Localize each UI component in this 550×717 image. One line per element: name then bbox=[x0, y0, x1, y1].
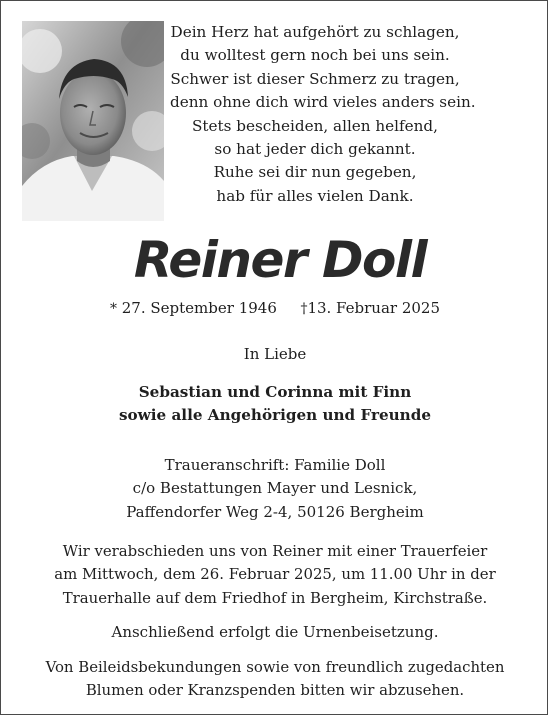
poem-line: hab für alles vielen Dank. bbox=[216, 186, 414, 205]
portrait-photo bbox=[22, 21, 164, 221]
service-line: Wir verabschieden uns von Reiner mit einer Trauerfeier bbox=[62, 542, 488, 560]
poem bbox=[170, 21, 476, 208]
address-line: Traueranschrift: Familie Doll bbox=[164, 456, 386, 474]
service-line: am Mittwoch, dem 26. Februar 2025, um 11.00 Uhr in der bbox=[54, 565, 496, 584]
mourners-line: sowie alle Angehörigen und Freunde bbox=[118, 406, 431, 425]
poem-line: Ruhe sei dir nun gegeben, bbox=[213, 163, 417, 182]
poem-line: denn ohne dich wird vieles anders sein. bbox=[170, 93, 476, 112]
poem-line: so hat jeder dich gekannt. bbox=[214, 140, 416, 159]
mourning-address bbox=[0, 454, 550, 524]
funeral-service-notice bbox=[0, 540, 550, 610]
address-line: Paffendorfer Weg 2-4, 50126 Bergheim bbox=[126, 502, 424, 521]
service-line: Trauerhalle auf dem Friedhof in Bergheim, Kirchstraße. bbox=[62, 588, 488, 607]
death-date: 13. Februar 2025 bbox=[307, 299, 441, 317]
urn-burial-notice: Anschließend erfolgt die Urnenbeisetzung. bbox=[111, 623, 439, 641]
death-symbol: † bbox=[300, 301, 308, 317]
poem-line: Dein Herz hat aufgehört zu schlagen, bbox=[170, 23, 460, 41]
poem-line: du wolltest gern noch bei uns sein. bbox=[180, 46, 450, 65]
life-dates bbox=[0, 298, 550, 319]
birth-date: 27. September 1946 bbox=[121, 299, 277, 317]
poem-line: Schwer ist dieser Schmerz zu tragen, bbox=[170, 69, 460, 88]
condolence-line: Blumen oder Kranzspenden bitten wir abzusehen. bbox=[85, 681, 465, 700]
in-love-line: In Liebe bbox=[243, 345, 307, 363]
deceased-name: Reiner Doll bbox=[133, 231, 427, 289]
condolence-line: Von Beileidsbekundungen sowie von freundlich zugedachten bbox=[45, 658, 505, 676]
birth-symbol: * bbox=[109, 301, 117, 317]
address-line: c/o Bestattungen Mayer und Lesnick, bbox=[132, 479, 418, 498]
poem-line: Stets bescheiden, allen helfend, bbox=[192, 116, 438, 135]
condolence-notice bbox=[0, 656, 550, 703]
mourners-line: Sebastian und Corinna mit Finn bbox=[138, 383, 412, 401]
mourners bbox=[0, 381, 550, 428]
